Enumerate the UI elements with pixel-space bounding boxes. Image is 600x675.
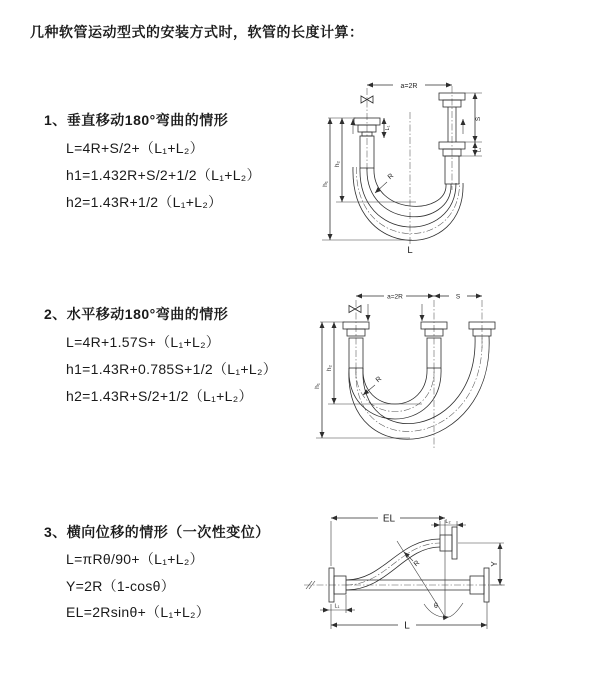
hose-u-arcs [349,336,489,439]
dim-label-l2: L₂ [445,519,451,525]
dim-theta [397,541,463,617]
dim-heights [314,322,422,438]
section-2-formula-l: L=4R+1.57S+（L₁+L₂） [66,334,221,350]
centerlines [356,300,482,450]
dim-label-a2r: a=2R [400,82,418,90]
displaced-flange [440,527,457,559]
centerlines [356,86,459,246]
hose-u-arcs [353,167,463,240]
dim-label-l1-left: L₁ [385,125,391,131]
section-2-heading: 2、水平移动180°弯曲的情形 [44,306,229,322]
dim-l [331,602,487,632]
diagram-vertical-180-bend [312,72,522,264]
dim-l1-left [384,118,391,138]
dim-label-s: S [455,293,461,301]
dim-l1 [320,595,355,613]
section-1-heading: 1、垂直移动180°弯曲的情形 [44,112,229,128]
dim-label-h2: h₂ [326,364,333,372]
section-2-formula-h1: h1=1.43R+0.785S+1/2（L₁+L₂） [66,361,277,377]
dim-label-l1: L₁ [334,603,340,610]
dim-label-l1-right: L₁ [476,147,483,153]
dim-el [331,514,445,620]
section-3-formula-el: EL=2Rsinθ+（L₁+L₂） [66,604,211,620]
dim-top-width [367,83,452,90]
dim-label-s: S [475,116,482,122]
dim-label-el: EL [382,513,396,525]
dim-label-h2: h₂ [334,160,341,168]
section-3-heading: 3、横向位移的情形（一次性变位） [44,524,270,540]
section-3-formula-y: Y=2R（1-cosθ） [66,578,176,594]
section-2-formula-h2: h2=1.43R+S/2+1/2（L₁+L₂） [66,388,253,404]
dim-label-h1: h₁ [322,181,329,187]
section-1-formula-l: L=4R+S/2+（L₁+L₂） [66,140,204,156]
dim-label-a2r: a=2R [387,293,403,301]
valve-icon [349,306,361,313]
dim-y [458,543,504,585]
center-flange-stub [421,322,447,368]
right-flange-stub [469,322,495,336]
dim-label-r: R [374,375,384,385]
diagram-lateral-displacement [300,505,515,637]
section-1-formula-h1: h1=1.432R+S/2+1/2（L₁+L₂） [66,167,261,183]
diagram-horizontal-180-bend [310,288,510,458]
dim-label-l: L [407,245,413,256]
dim-l2 [431,519,466,535]
dim-label-theta: θ [434,603,438,610]
section-3-formula-l: L=πRθ/90+（L₁+L₂） [66,551,204,567]
section-1-formula-h2: h2=1.43R+1/2（L₁+L₂） [66,194,223,210]
dim-label-l: L [404,620,410,632]
dim-top [356,294,482,301]
page-title: 几种软管运动型式的安装方式时，软管的长度计算： [30,24,364,40]
dim-radius [375,173,395,193]
dim-label-h1: h₁ [314,383,321,389]
dim-label-y: Y [490,561,499,567]
dim-label-r: R [412,559,422,569]
left-flange-stub [343,322,369,368]
dim-s-right [459,93,483,156]
dim-label-r: R [386,172,396,182]
